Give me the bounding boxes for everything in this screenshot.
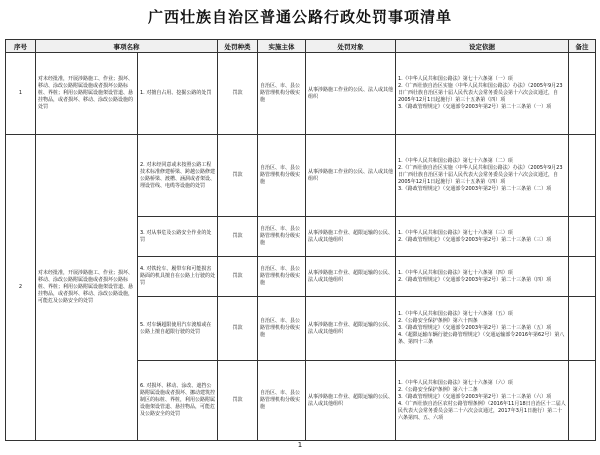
legal-basis: 1.《中华人民共和国公路法》第七十六条第（一）项 2.《广西壮族自治区实施〈中华人民共和国公路法〉办法》（2005年9月23日广西壮族自治区第十届人民代表大会常务委员会第十六次会议通过，自2005年12月1日起施行）第三十五条第（四）项 3.《路政管理规定》（交通部令2003年第2号）第二十三条第（一）项 [396,53,569,135]
sub-item: 2. 对未经同意或未按照公路工程技术标准修建桥梁、跨越公路修建公路桥梁、渡槽、涵洞或者架设、埋设管线、电缆等设施的处罚 [138,135,218,217]
legal-basis: 1.《中华人民共和国公路法》第七十六条第（五）项 2.《公路安全保护条例》第六十四条 3.《路政管理规定》（交通部令2003年第2号）第二十三条第（五）项 4.《超限运输车辆行驶公路管理规定》（交通运输部令2016年第62号）第八条、第四十三条 [396,297,569,361]
penalty-target: 从事涉路施工作业、超限运输的公民、法人或其他组织 [306,297,396,361]
legal-basis: 1.《中华人民共和国公路法》第七十六条第（四）项 2.《路政管理规定》（交通部令2003年第2号）第二十三条第（四）项 [396,257,569,297]
penalty-type: 罚款 [218,217,258,257]
penalty-target: 从事涉路施工作业、超限运输的公民、法人或其他组织 [306,217,396,257]
penalty-target: 从事涉路施工作业、超限运输的公民、法人或其他组织 [306,257,396,297]
document-title: 广西壮族自治区普通公路行政处罚事项清单 [147,8,452,26]
item-name: 对未经批准，开展涉路施工、作业；损坏、移动、涂改公路附属设施或者损坏公路标桩、界桩；利用公路附属设施架设管道、悬挂物品，或者损坏、移动、涂改公路设施，可能危及公路安全的处罚 [36,135,138,441]
table-row [6,135,596,217]
page-number: 1 [297,441,303,449]
note-cell [569,217,596,257]
implementing-subject: 自治区、市、县公路管理机构分级实施 [258,135,306,217]
header-basis: 设定依据 [396,40,569,53]
item-name: 对未经批准，开展涉路施工、作业；损坏、移动、涂改公路附属设施或者损坏公路标桩、界桩；利用公路附属设施架设管道、悬挂物品，或者损坏、移动、涂改公路设施的处罚 [36,53,138,135]
sub-item: 4. 对铁轮车、履带车和可能损害路面的机具擅自在公路上行驶的处罚 [138,257,218,297]
implementing-subject: 自治区、市、县公路管理机构分级实施 [258,297,306,361]
legal-basis: 1.《中华人民共和国公路法》第七十六条第（二）项 2.《广西壮族自治区实施〈中华人民共和国公路法〉办法》（2005年9月23日广西壮族自治区第十届人民代表大会常务委员会第十六次会议通过，自2005年12月1日起施行）第三十五条第（四）项 3.《路政管理规定》（交通部令2003年第2号）第二十三条第（二）项 [396,135,569,217]
implementing-subject: 自治区、市、县公路管理机构分级实施 [258,361,306,441]
legal-basis: 1.《中华人民共和国公路法》第七十六条第（六）项 2.《公路安全保护条例》第六十二条 3.《路政管理规定》（交通部令2003年第2号）第二十三条第（六）项 4.《广西壮族自治区农村公路管理条例》（2016年11月18日自治区十二届人民代表大会常务委员会第二十六次会议通过，2017年3月1日施行）第二十六条第四、五、六项 [396,361,569,441]
penalty-type: 罚款 [218,361,258,441]
sub-item: 3. 对从事危及公路安全作业的处罚 [138,217,218,257]
implementing-subject: 自治区、市、县公路管理机构分级实施 [258,257,306,297]
header-subject: 实施主体 [258,40,306,53]
sub-item: 1. 对擅自占用、挖掘公路的处罚 [138,53,218,135]
penalty-type: 罚款 [218,297,258,361]
header-type: 处罚种类 [218,40,258,53]
note-cell [569,297,596,361]
penalty-target: 从事涉路施工作业、超限运输的公民、法人或其他组织 [306,361,396,441]
implementing-subject: 自治区、市、县公路管理机构分级实施 [258,217,306,257]
row-seq: 2 [6,135,36,441]
penalty-target: 从事涉路施工作业的公民、法人或其他组织 [306,135,396,217]
note-cell [569,53,596,135]
note-cell [569,257,596,297]
table-row [6,53,596,135]
sub-item: 6. 对损坏、移动、涂改、遮挡公路附属设施或者损坏、挪动建筑控制区的标桩、界桩，利用公路附属设施架设管道、悬挂物品，可能危及公路安全的处罚 [138,361,218,441]
note-cell [569,135,596,217]
header-target: 处罚对象 [306,40,396,53]
header-item: 事项名称 [36,40,218,53]
penalty-type: 罚款 [218,135,258,217]
implementing-subject: 自治区、市、县公路管理机构分级实施 [258,53,306,135]
header-seq: 序号 [6,40,36,53]
table-header-row [6,40,596,53]
header-note: 备注 [569,40,596,53]
penalty-table [5,39,596,441]
sub-item: 5. 对车辆超限使用汽车渡船或在公路上擅自超限行驶的处罚 [138,297,218,361]
penalty-type: 罚款 [218,257,258,297]
penalty-target: 从事涉路施工作业的公民、法人或其他组织 [306,53,396,135]
note-cell [569,361,596,441]
penalty-type: 罚款 [218,53,258,135]
legal-basis: 1.《中华人民共和国公路法》第七十六条第（三）项 2.《路政管理规定》（交通部令2003年第2号）第二十三条第（三）项 [396,217,569,257]
row-seq: 1 [6,53,36,135]
